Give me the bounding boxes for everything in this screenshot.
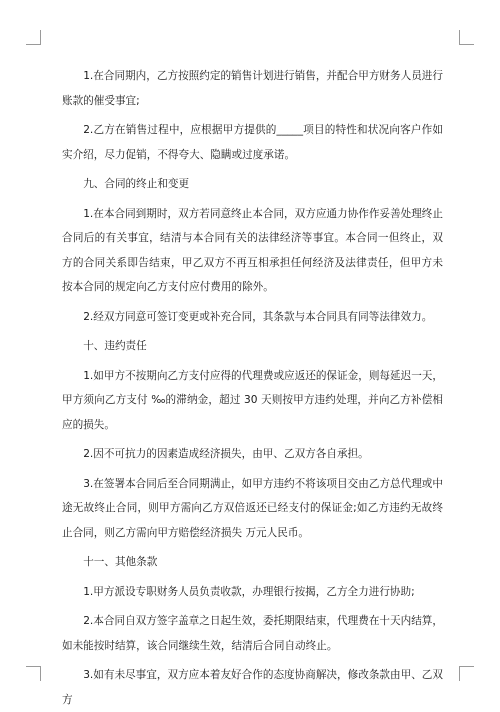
document-body bbox=[62, 64, 443, 712]
paragraph-effective-date: 2.本合同自双方签字盖章之日起生效，委托期限结束，代理费在十天内结算，如未能按时结算，该合同继续生效，结清后合同自动终止。 bbox=[62, 615, 443, 652]
paragraph-termination: 1.在本合同到期时，双方若同意终止本合同，双方应通力协作作妥善处理终止合同后的有关事宜，结清与本合同有关的法律经济等事宜。本合同一但终止，双方的合同关系即告结束，甲乙双方不再互相承担任何经济及法律责任，但甲方未按本合同的规定向乙方支付应付费用的除外。 bbox=[62, 207, 443, 293]
crop-mark-bottom-right bbox=[459, 666, 474, 681]
section-heading-breach: 十、违约责任 bbox=[83, 340, 147, 352]
paragraph-late-payment: 1.如甲方不按期向乙方支付应得的代理费或应返还的保证金，则每延迟一天，甲方须向乙方支付 ‰的滞纳金，超过 30 天则按甲方违约处理，并向乙方补偿相应的损失。 bbox=[62, 369, 443, 431]
paragraph-force-majeure: 2.因不可抗力的因素造成经济损失，由甲、乙双方各自承担。 bbox=[83, 448, 369, 460]
section-heading-other-terms: 十一、其他条款 bbox=[83, 556, 158, 568]
paragraph-finance-staff: 1.甲方派设专职财务人员负责收款，办理银行按揭，乙方全力进行协助; bbox=[83, 585, 415, 598]
paragraph-breach-compensation: 3.在签署本合同后至合同期满止，如甲方违约不将该项目交由乙方总代理或中途无故终止合同，则甲方需向乙方双倍返还已经支付的保证金;如乙方违约无故终止合同，则乙方需向甲方赔偿经济损失 万元人民币。 bbox=[62, 477, 443, 539]
paragraph-unresolved-matters: 3.如有未尽事宜，双方应本着友好合作的态度协商解决，修改条款由甲、乙双方 bbox=[62, 669, 443, 706]
paragraph-sales-plan: 1.在合同期内，乙方按照约定的销售计划进行销售，并配合甲方财务人员进行账款的催受事宜; bbox=[62, 70, 443, 107]
crop-mark-bottom-left bbox=[26, 666, 41, 681]
crop-mark-top-left bbox=[26, 30, 41, 45]
paragraph-amendment: 2.经双方同意可签订变更或补充合同，其条款与本合同具有同等法律效力。 bbox=[83, 310, 433, 323]
section-heading-termination: 九、合同的终止和变更 bbox=[83, 178, 190, 190]
paragraph-promotion: 2.乙方在销售过程中，应根据甲方提供的_____项目的特性和状况向客户作如实介绍，尽力促销，不得夸大、隐瞒或过度承诺。 bbox=[62, 124, 443, 161]
crop-mark-top-right bbox=[459, 30, 474, 45]
